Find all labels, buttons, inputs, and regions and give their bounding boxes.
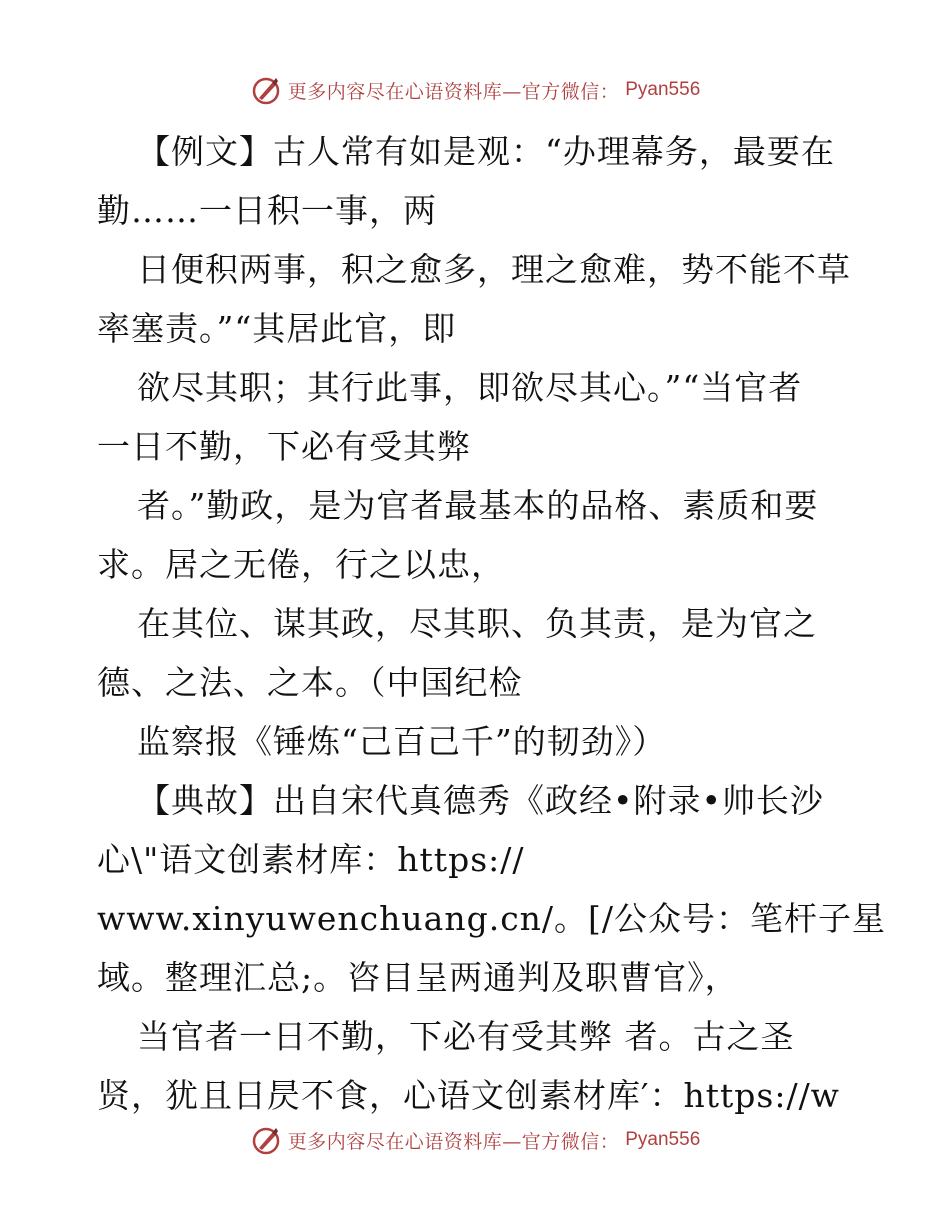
pen-logo-icon [250, 74, 282, 106]
footer-watermark [0, 1120, 950, 1160]
text-line: 欲尽其职；其行此事，即欲尽其心。”“当官者 [137, 368, 803, 407]
text-line: www.xinyuwenchuang.cn/。[/公众号：笔杆子星 [97, 899, 887, 938]
text-line: 监察报《锤炼“己百己千”的韧劲》） [137, 722, 667, 761]
text-line: 【典故】出自宋代真德秀《政经•附录•帅长沙 [137, 781, 824, 820]
text-line: 率塞责。”“其居此官，即 [97, 309, 457, 348]
pen-logo-icon [250, 1124, 282, 1156]
header-watermark-text: 更多内容尽在心语资料库—官方微信： [287, 80, 620, 103]
text-line: 域。整理汇总;。咨目呈两通判及职曹官》， [97, 958, 739, 997]
text-line: 求。居之无倦，行之以忠， [97, 545, 505, 584]
text-line: 贤，犹且日昃不食，心语文创素材库′：https://w [97, 1076, 840, 1115]
text-line: 者。”勤政，是为官者最基本的品格、素质和要 [137, 486, 819, 525]
text-line: 【例文】古人常有如是观：“办理幕务，最要在 [137, 132, 835, 171]
text-line: 一日不勤，下必有受其弊 [97, 427, 471, 466]
footer-watermark-text: 更多内容尽在心语资料库—官方微信： [287, 1130, 620, 1153]
header-watermark [0, 70, 950, 110]
text-line: 德、之法、之本。（中国纪检 [97, 663, 523, 702]
text-line: 当官者一日不勤，下必有受其弊 者。古之圣 [137, 1017, 795, 1056]
text-line: 心\"语文创素材库：https:// [97, 840, 525, 879]
document-body [97, 122, 887, 1125]
header-watermark-brand: Pyan556 [625, 79, 701, 100]
footer-watermark-brand: Pyan556 [625, 1129, 701, 1150]
text-line: 勤……一日积一事，两 [97, 191, 437, 230]
text-line: 在其位、谋其政，尽其职、负其责，是为官之 [137, 604, 817, 643]
text-line: 日便积两事，积之愈多，理之愈难，势不能不草 [137, 250, 851, 289]
